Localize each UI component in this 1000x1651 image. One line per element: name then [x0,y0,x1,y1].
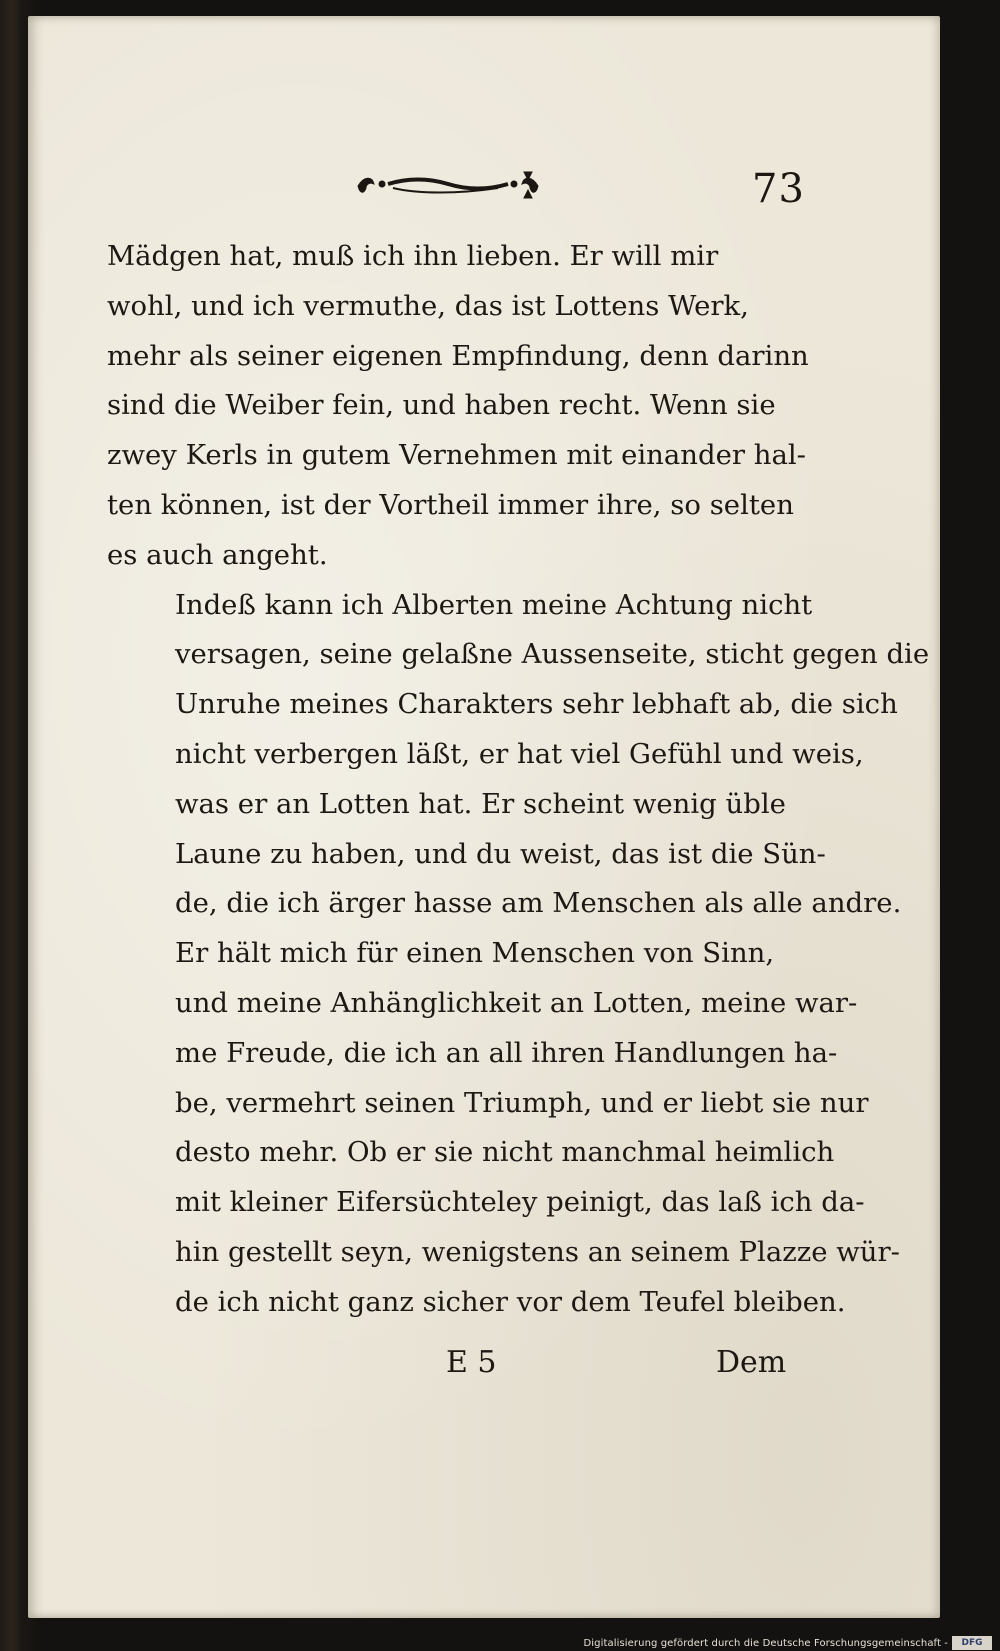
text-line: de ich nicht ganz sicher vor dem Teufel bleiben. [175,1285,846,1318]
text-line: mehr als seiner eigenen Empfindung, denn darinn [107,339,809,372]
text-line: mit kleiner Eifersüchteley peinigt, das laß ich da- [175,1186,865,1219]
text-line: ten können, ist der Vortheil immer ihre, so selten [107,488,794,521]
text-line: desto mehr. Ob er sie nicht manchmal heimlich [175,1136,835,1169]
text-line: zwey Kerls in gutem Vernehmen mit einander hal- [107,439,806,472]
text-line: de, die ich ärger hasse am Menschen als alle andre. [175,887,902,920]
text-line: und meine Anhänglichkeit an Lotten, meine war- [175,986,858,1019]
digitization-credit: Digitalisierung gefördert durch die Deutsche Forschungsgemeinschaft - [583,1638,948,1649]
page-footer [28,1345,940,1395]
text-line: be, vermehrt seinen Triumph, und er liebt sie nur [175,1086,869,1119]
text-line: nicht verbergen läßt, er hat viel Gefühl und weis, [175,737,864,770]
text-line: hin gestellt seyn, wenigstens an seinem Plazze wür- [175,1235,900,1268]
text-line: es auch angeht. [107,538,328,571]
signature-mark: E 5 [446,1345,497,1380]
text-line: Laune zu haben, und du weist, das ist die Sün- [175,837,826,870]
paragraph [107,929,900,1327]
text-line: sind die Weiber fein, und haben recht. Wenn sie [107,389,776,422]
catchword: Dem [716,1345,787,1380]
page-number: 73 [752,166,805,212]
page-header [28,160,940,220]
text-line: Mädgen hat, muß ich ihn lieben. Er will mir [107,240,719,272]
text-line: me Freude, die ich an all ihren Handlungen ha- [175,1036,838,1069]
dfg-logo-badge: DFG [952,1636,992,1650]
page-body [107,232,930,1328]
text-line: was er an Lotten hat. Er scheint wenig üble [175,787,786,820]
text-line: wohl, und ich vermuthe, das ist Lottens Werk, [107,289,749,322]
paragraph [107,232,809,581]
text-line: Indeß kann ich Alberten meine Achtung nicht [175,588,813,621]
text-line: Er hält mich für einen Menschen von Sinn, [175,937,775,970]
printers-flourish-ornament-icon [348,164,548,204]
paragraph [107,581,930,930]
text-line: versagen, seine gelaßne Aussenseite, sticht gegen die [175,638,930,671]
text-line: Unruhe meines Charakters sehr lebhaft ab, die sich [175,688,898,721]
